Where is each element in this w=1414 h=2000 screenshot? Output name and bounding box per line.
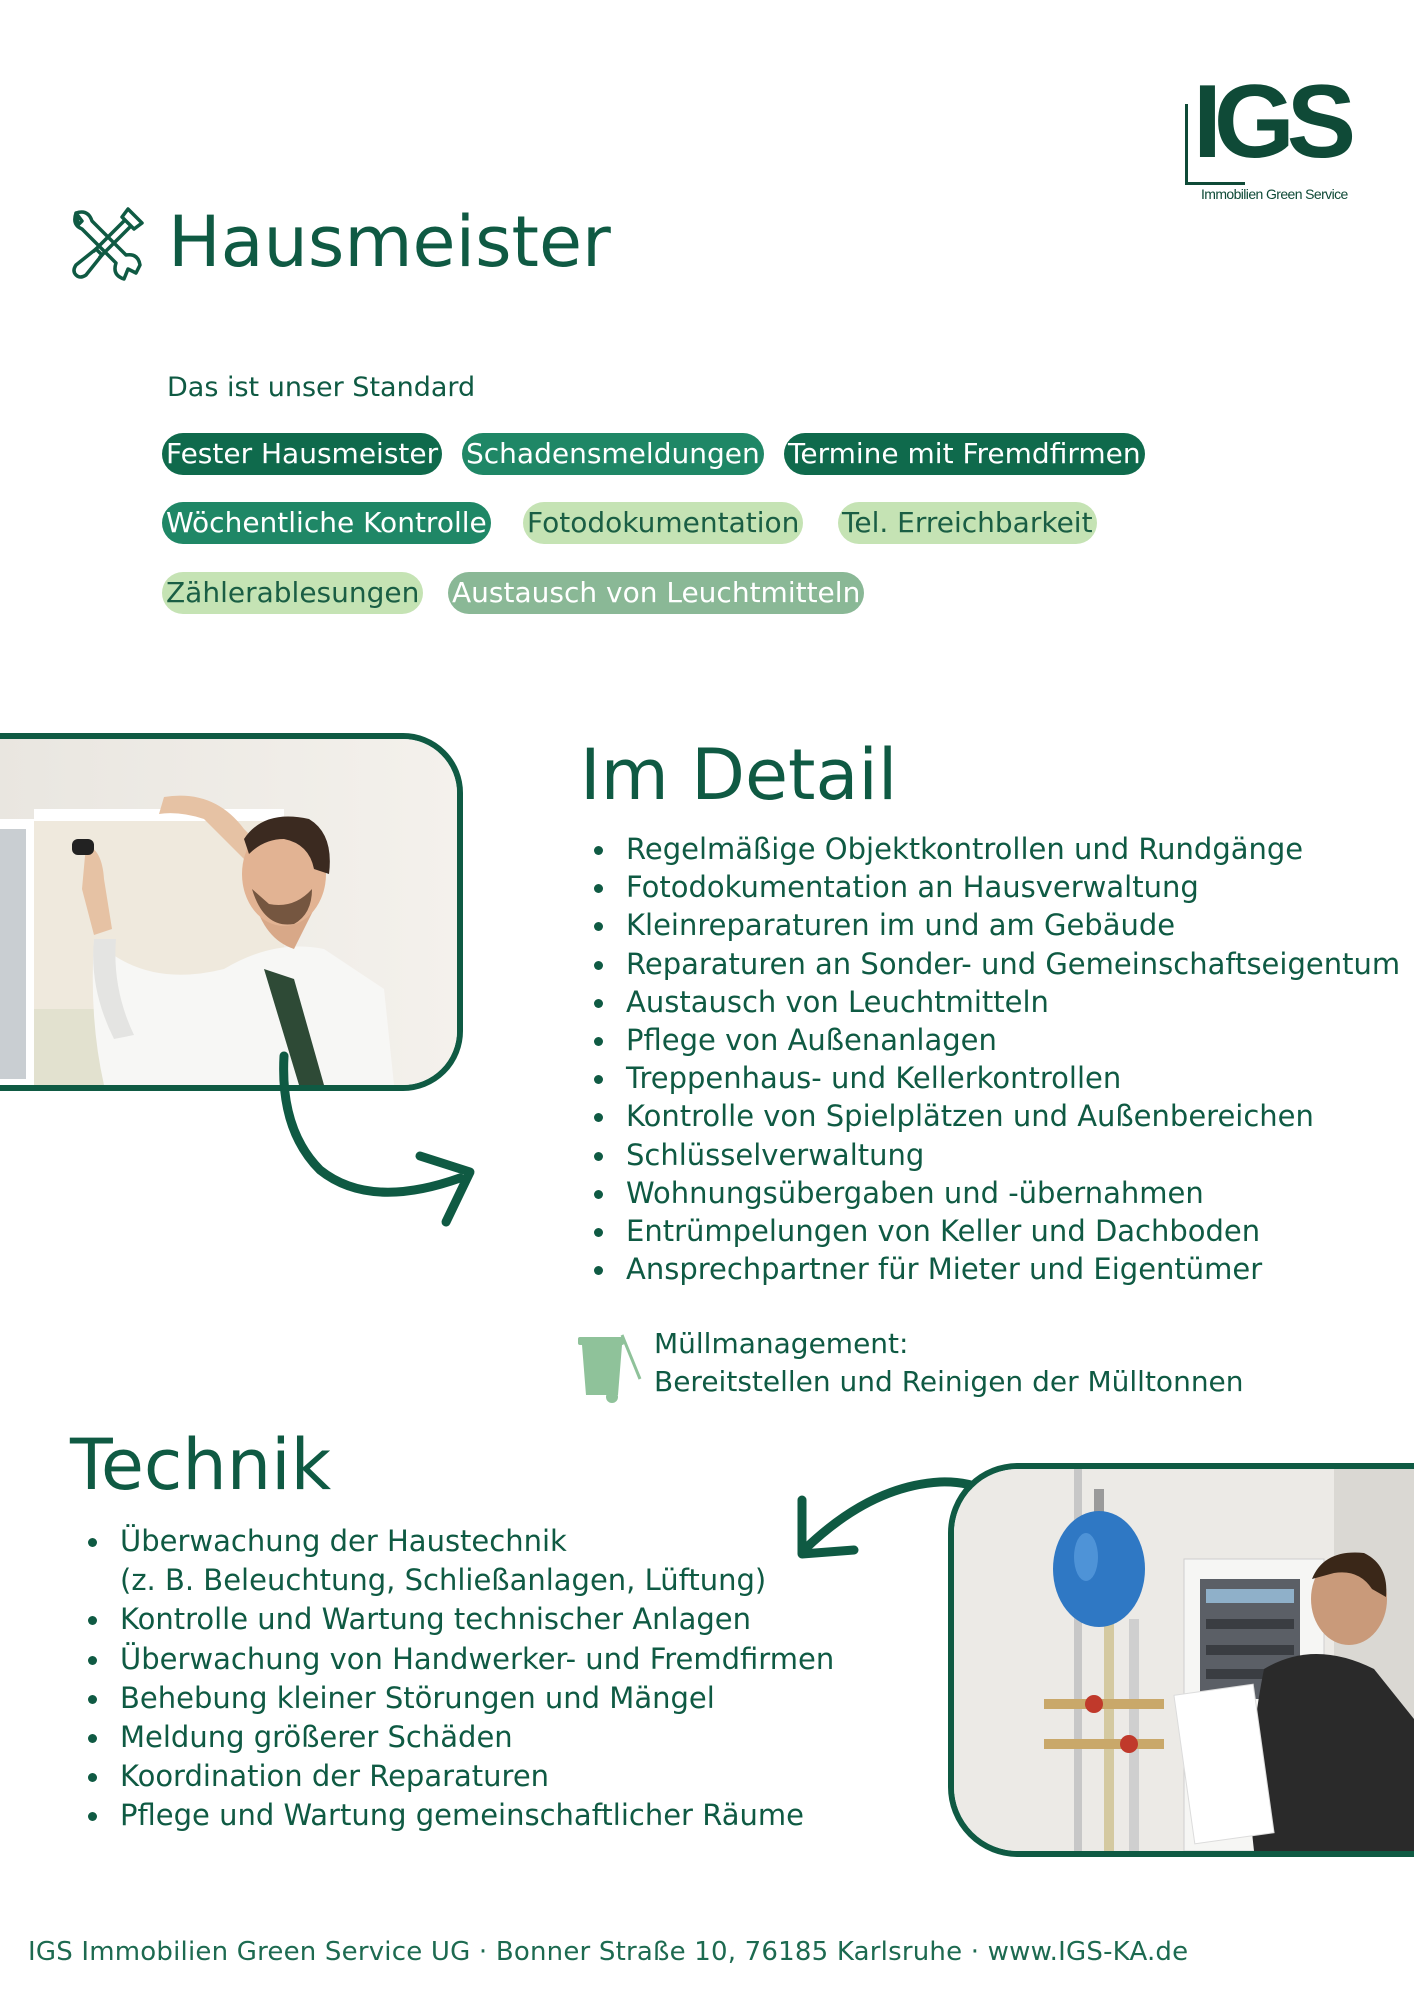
list-item: Pflege und Wartung gemeinschaftlicher Räume [76, 1796, 834, 1835]
list-item: Überwachung von Handwerker- und Fremdfirmen [76, 1640, 834, 1679]
list-item: Entrümpelungen von Keller und Dachboden [582, 1212, 1400, 1250]
page-title: Hausmeister [168, 201, 611, 283]
tag-fester-hausmeister: Fester Hausmeister [162, 433, 442, 475]
list-item: Kontrolle von Spielplätzen und Außenbereichen [582, 1097, 1400, 1135]
list-item [76, 1522, 834, 1600]
company-logo [1185, 64, 1375, 210]
list-item: Kleinreparaturen im und am Gebäude [582, 906, 1400, 944]
wrench-screwdriver-icon [68, 203, 148, 283]
tag-austausch-leuchtmittel: Austausch von Leuchtmitteln [448, 572, 864, 614]
logo-underline [1185, 182, 1245, 185]
logo-letters: IGS [1193, 64, 1349, 180]
list-item: Behebung kleiner Störungen und Mängel [76, 1679, 834, 1718]
waste-heading: Müllmanagement: [654, 1327, 909, 1360]
list-item: Wohnungsübergaben und -übernahmen [582, 1174, 1400, 1212]
list-item-subtext: (z. B. Beleuchtung, Schließanlagen, Lüftung) [120, 1563, 767, 1598]
list-item: Meldung größerer Schäden [76, 1718, 834, 1757]
waste-description: Bereitstellen und Reinigen der Mülltonnen [654, 1365, 1244, 1398]
list-item: Reparaturen an Sonder- und Gemeinschaftseigentum [582, 945, 1400, 983]
logo-bar [1185, 104, 1188, 184]
tag-termine-fremdfirmen: Termine mit Fremdfirmen [784, 433, 1145, 475]
tag-tel-erreichbarkeit: Tel. Erreichbarkeit [838, 502, 1097, 544]
list-item: Fotodokumentation an Hausverwaltung [582, 868, 1400, 906]
detail-list [582, 830, 1400, 1288]
list-item: Ansprechpartner für Mieter und Eigentümer [582, 1250, 1400, 1288]
curved-arrow-right-icon [270, 1050, 500, 1230]
list-item: Austausch von Leuchtmitteln [582, 983, 1400, 1021]
tag-zaehlerablesungen: Zählerablesungen [162, 572, 423, 614]
technik-title: Technik [70, 1424, 332, 1506]
standard-heading: Das ist unser Standard [167, 372, 476, 403]
waste-management-text [654, 1325, 1244, 1401]
tag-woechentliche-kontrolle: Wöchentliche Kontrolle [162, 502, 491, 544]
trash-bin-icon [578, 1333, 644, 1403]
detail-title: Im Detail [580, 734, 898, 816]
list-item-text: Überwachung der Haustechnik [120, 1524, 567, 1558]
technician-photo [948, 1463, 1414, 1857]
list-item: Schlüsselverwaltung [582, 1136, 1400, 1174]
list-item: Pflege von Außenanlagen [582, 1021, 1400, 1059]
list-item: Koordination der Reparaturen [76, 1757, 834, 1796]
logo-tagline: Immobilien Green Service [1201, 186, 1348, 202]
list-item: Regelmäßige Objektkontrollen und Rundgänge [582, 830, 1400, 868]
technik-list [76, 1522, 834, 1836]
footer-contact: IGS Immobilien Green Service UG · Bonner Straße 10, 76185 Karlsruhe · www.IGS-KA.de [28, 1937, 1189, 1967]
list-item: Kontrolle und Wartung technischer Anlagen [76, 1600, 834, 1639]
tag-schadensmeldungen: Schadensmeldungen [462, 433, 764, 475]
tag-fotodokumentation: Fotodokumentation [523, 502, 803, 544]
list-item: Treppenhaus- und Kellerkontrollen [582, 1059, 1400, 1097]
handyman-photo [0, 733, 463, 1091]
